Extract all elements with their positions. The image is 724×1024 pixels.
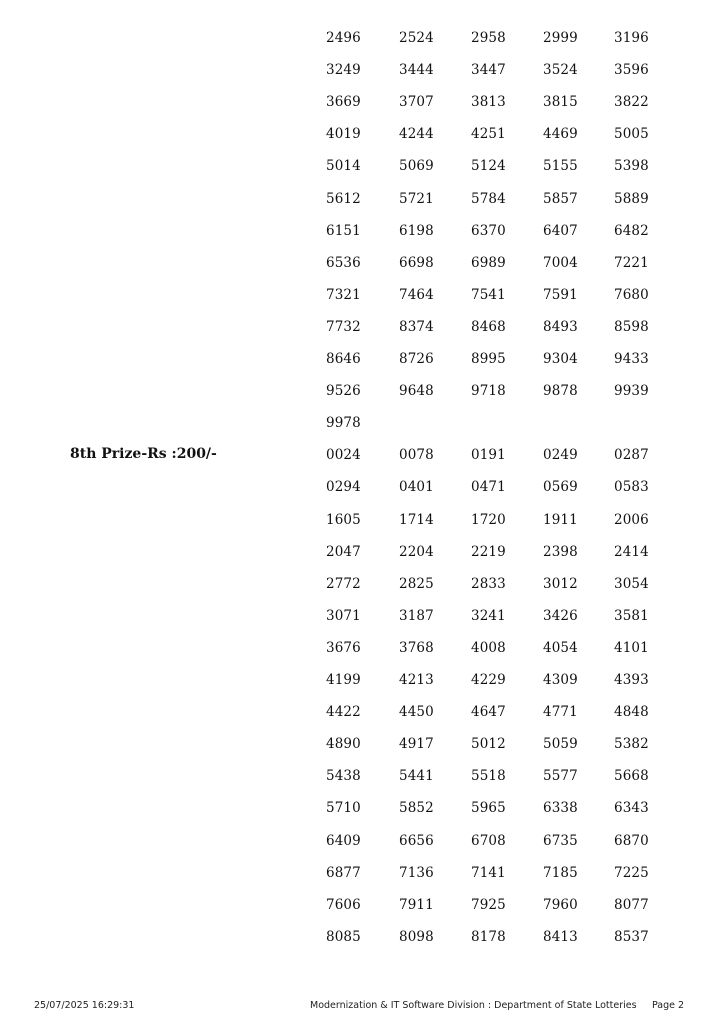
number-row (326, 254, 656, 272)
number-row (326, 318, 656, 336)
number-row (326, 543, 656, 561)
ticket-number: 5438 (326, 768, 361, 784)
ticket-number: 3187 (399, 608, 434, 624)
ticket-number: 4917 (399, 736, 434, 752)
ticket-number: 3241 (471, 608, 506, 624)
ticket-number: 5965 (471, 800, 506, 816)
ticket-number: 2047 (326, 544, 361, 560)
number-row (326, 222, 656, 240)
ticket-number: 3447 (471, 62, 506, 78)
ticket-number: 9978 (326, 415, 361, 431)
ticket-number: 6877 (326, 865, 361, 881)
ticket-number: 7911 (399, 897, 434, 913)
ticket-number: 0078 (399, 447, 434, 463)
ticket-number: 3426 (543, 608, 578, 624)
ticket-number: 2833 (471, 576, 506, 592)
ticket-number: 4229 (471, 672, 506, 688)
number-row (326, 928, 656, 946)
ticket-number: 6198 (399, 223, 434, 239)
ticket-number: 4309 (543, 672, 578, 688)
ticket-number: 8085 (326, 929, 361, 945)
ticket-number: 8995 (471, 351, 506, 367)
number-row (326, 29, 656, 47)
ticket-number: 2204 (399, 544, 434, 560)
ticket-number: 4393 (614, 672, 649, 688)
ticket-number: 3669 (326, 94, 361, 110)
ticket-number: 4101 (614, 640, 649, 656)
ticket-number: 0249 (543, 447, 578, 463)
ticket-number: 6338 (543, 800, 578, 816)
ticket-number: 4008 (471, 640, 506, 656)
ticket-number: 6870 (614, 833, 649, 849)
ticket-number: 5014 (326, 158, 361, 174)
ticket-number: 4213 (399, 672, 434, 688)
ticket-number: 3676 (326, 640, 361, 656)
ticket-number: 5398 (614, 158, 649, 174)
ticket-number: 2496 (326, 30, 361, 46)
ticket-number: 4890 (326, 736, 361, 752)
ticket-number: 5857 (543, 191, 578, 207)
number-row (326, 382, 656, 400)
ticket-number: 2398 (543, 544, 578, 560)
ticket-number: 4848 (614, 704, 649, 720)
ticket-number: 5069 (399, 158, 434, 174)
ticket-number: 4771 (543, 704, 578, 720)
ticket-number: 1720 (471, 512, 506, 528)
ticket-number: 5889 (614, 191, 649, 207)
ticket-number: 4199 (326, 672, 361, 688)
number-row (326, 671, 656, 689)
ticket-number: 9939 (614, 383, 649, 399)
ticket-number: 6735 (543, 833, 578, 849)
ticket-number: 3054 (614, 576, 649, 592)
ticket-number: 0401 (399, 479, 434, 495)
ticket-number: 4422 (326, 704, 361, 720)
ticket-number: 8598 (614, 319, 649, 335)
ticket-number: 6989 (471, 255, 506, 271)
ticket-number: 7732 (326, 319, 361, 335)
footer-timestamp: 25/07/2025 16:29:31 (34, 1000, 135, 1011)
ticket-number: 6407 (543, 223, 578, 239)
ticket-number: 2006 (614, 512, 649, 528)
ticket-number: 8413 (543, 929, 578, 945)
ticket-number: 3581 (614, 608, 649, 624)
ticket-number: 6708 (471, 833, 506, 849)
ticket-number: 3012 (543, 576, 578, 592)
prize-label: 8th Prize-Rs :200/- (70, 446, 217, 462)
ticket-number: 7606 (326, 897, 361, 913)
footer-division: Modernization & IT Software Division : Department of State Lotteries (310, 1000, 637, 1011)
ticket-number: 2414 (614, 544, 649, 560)
ticket-number: 7541 (471, 287, 506, 303)
ticket-number: 5155 (543, 158, 578, 174)
ticket-number: 1714 (399, 512, 434, 528)
ticket-number: 7141 (471, 865, 506, 881)
ticket-number: 0569 (543, 479, 578, 495)
number-row (326, 575, 656, 593)
ticket-number: 5059 (543, 736, 578, 752)
ticket-number: 9433 (614, 351, 649, 367)
footer-page-number: Page 2 (652, 1000, 685, 1011)
ticket-number: 3524 (543, 62, 578, 78)
number-row (326, 799, 656, 817)
number-row (326, 286, 656, 304)
number-row (326, 61, 656, 79)
number-row (326, 157, 656, 175)
ticket-number: 6343 (614, 800, 649, 816)
number-row (326, 446, 656, 464)
ticket-number: 2999 (543, 30, 578, 46)
ticket-number: 5012 (471, 736, 506, 752)
number-row (326, 125, 656, 143)
number-row (326, 511, 656, 529)
ticket-number: 8468 (471, 319, 506, 335)
ticket-number: 8077 (614, 897, 649, 913)
ticket-number: 8178 (471, 929, 506, 945)
ticket-number: 3196 (614, 30, 649, 46)
ticket-number: 3249 (326, 62, 361, 78)
ticket-number: 6536 (326, 255, 361, 271)
ticket-number: 6409 (326, 833, 361, 849)
ticket-number: 2219 (471, 544, 506, 560)
ticket-number: 7136 (399, 865, 434, 881)
number-row (326, 896, 656, 914)
number-row (326, 93, 656, 111)
number-row (326, 639, 656, 657)
number-row (326, 607, 656, 625)
ticket-number: 6370 (471, 223, 506, 239)
number-row (326, 735, 656, 753)
ticket-number: 5382 (614, 736, 649, 752)
ticket-number: 3813 (471, 94, 506, 110)
ticket-number: 0287 (614, 447, 649, 463)
ticket-number: 6698 (399, 255, 434, 271)
ticket-number: 7680 (614, 287, 649, 303)
ticket-number: 9718 (471, 383, 506, 399)
number-row (326, 478, 656, 496)
ticket-number: 5612 (326, 191, 361, 207)
ticket-number: 5852 (399, 800, 434, 816)
number-row (326, 190, 656, 208)
ticket-number: 5784 (471, 191, 506, 207)
ticket-number: 1605 (326, 512, 361, 528)
ticket-number: 5005 (614, 126, 649, 142)
ticket-number: 0471 (471, 479, 506, 495)
ticket-number: 7004 (543, 255, 578, 271)
ticket-number: 4647 (471, 704, 506, 720)
ticket-number: 8374 (399, 319, 434, 335)
ticket-number: 4450 (399, 704, 434, 720)
ticket-number: 3596 (614, 62, 649, 78)
ticket-number: 3707 (399, 94, 434, 110)
number-row (326, 864, 656, 882)
ticket-number: 7221 (614, 255, 649, 271)
ticket-number: 2524 (399, 30, 434, 46)
ticket-number: 7591 (543, 287, 578, 303)
ticket-number: 8098 (399, 929, 434, 945)
ticket-number: 9304 (543, 351, 578, 367)
ticket-number: 8646 (326, 351, 361, 367)
ticket-number: 5721 (399, 191, 434, 207)
ticket-number: 9526 (326, 383, 361, 399)
ticket-number: 4469 (543, 126, 578, 142)
number-row (326, 703, 656, 721)
ticket-number: 5577 (543, 768, 578, 784)
ticket-number: 2825 (399, 576, 434, 592)
ticket-number: 4054 (543, 640, 578, 656)
ticket-number: 8493 (543, 319, 578, 335)
ticket-number: 6151 (326, 223, 361, 239)
ticket-number: 5710 (326, 800, 361, 816)
ticket-number: 4244 (399, 126, 434, 142)
ticket-number: 0191 (471, 447, 506, 463)
ticket-number: 0294 (326, 479, 361, 495)
ticket-number: 3768 (399, 640, 434, 656)
ticket-number: 5668 (614, 768, 649, 784)
ticket-number: 0024 (326, 447, 361, 463)
ticket-number: 9878 (543, 383, 578, 399)
ticket-number: 9648 (399, 383, 434, 399)
ticket-number: 4251 (471, 126, 506, 142)
ticket-number: 8726 (399, 351, 434, 367)
number-row (326, 414, 656, 432)
ticket-number: 5518 (471, 768, 506, 784)
ticket-number: 7321 (326, 287, 361, 303)
ticket-number: 3822 (614, 94, 649, 110)
number-row (326, 350, 656, 368)
ticket-number: 3815 (543, 94, 578, 110)
ticket-number: 7925 (471, 897, 506, 913)
number-row (326, 832, 656, 850)
ticket-number: 3071 (326, 608, 361, 624)
ticket-number: 7225 (614, 865, 649, 881)
ticket-number: 7464 (399, 287, 434, 303)
ticket-number: 2958 (471, 30, 506, 46)
ticket-number: 7960 (543, 897, 578, 913)
ticket-number: 2772 (326, 576, 361, 592)
number-row (326, 767, 656, 785)
ticket-number: 0583 (614, 479, 649, 495)
ticket-number: 5124 (471, 158, 506, 174)
ticket-number: 5441 (399, 768, 434, 784)
ticket-number: 3444 (399, 62, 434, 78)
ticket-number: 4019 (326, 126, 361, 142)
ticket-number: 7185 (543, 865, 578, 881)
ticket-number: 1911 (543, 512, 578, 528)
ticket-number: 8537 (614, 929, 649, 945)
ticket-number: 6482 (614, 223, 649, 239)
ticket-number: 6656 (399, 833, 434, 849)
